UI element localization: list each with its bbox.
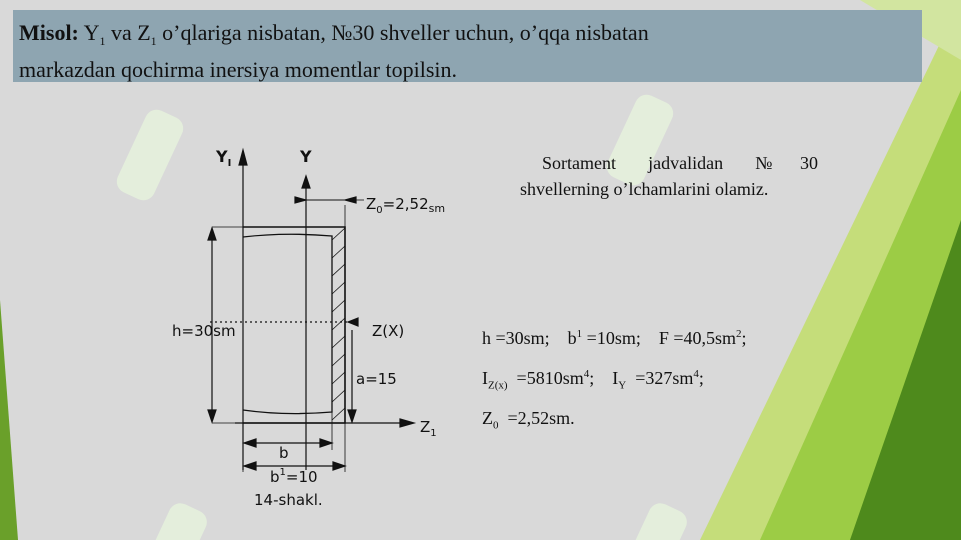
- title-text: Misol: $Y_1$ va $Z_1$ o’qlariga nisbatan, №30 shveller uchun, o’qqa nisbatan markazdan qochirma inersiya momentlar topilsin.: [19, 20, 649, 82]
- zx-arrow: [348, 318, 358, 326]
- y-arrow: [302, 176, 310, 188]
- z0-arrow-right: [345, 197, 356, 203]
- web-hatch: [332, 228, 345, 420]
- h-arrow-top: [208, 228, 216, 240]
- left-green-streak: [0, 300, 18, 540]
- formula-line-2: $I_{Z(x)} =5810sm^4$; $I_Y =327sm^4$;: [482, 368, 704, 392]
- z0-label: $Z_0=2,52_{sm}$: [366, 195, 446, 216]
- a-arrow-bottom: [348, 410, 356, 422]
- b1-label: $b^1=10$: [270, 467, 318, 486]
- b1-arrow-right: [333, 462, 345, 470]
- channel-inner: [243, 234, 332, 413]
- z0-arrow-left: [295, 197, 306, 203]
- y1-label: $Y_I$: [216, 147, 232, 169]
- channel-outer: [243, 227, 345, 423]
- b-arrow-left: [244, 439, 256, 447]
- y1-arrow: [239, 150, 247, 165]
- z1-label: $Z_1$: [420, 418, 437, 439]
- sortament-paragraph: Sortament jadvalidan №30 shvellerning o’lchamlarini olamiz.: [520, 153, 818, 199]
- z1-arrow: [400, 419, 414, 427]
- diagram-caption: 14-shakl.: [254, 491, 323, 509]
- b-label: b: [279, 444, 289, 462]
- h-arrow-bottom: [208, 410, 216, 422]
- a-label: a=15: [356, 370, 397, 388]
- title-bar: [13, 10, 922, 82]
- y-label: Y: [300, 147, 312, 166]
- h-label: h=30sm: [172, 322, 236, 340]
- formula-line-3: $Z_0 =2,52sm$.: [482, 408, 575, 432]
- b1-arrow-left: [244, 462, 256, 470]
- title-line2: markazdan qochirma inersiya momentlar topilsin.: [19, 57, 458, 82]
- title-label: Misol:: [19, 20, 79, 45]
- zx-label: Z(X): [372, 322, 405, 340]
- formula-line-1: h =30sm; $b^1 =10sm$; $F =40,5sm^2$;: [482, 328, 747, 348]
- b-arrow-right: [320, 439, 332, 447]
